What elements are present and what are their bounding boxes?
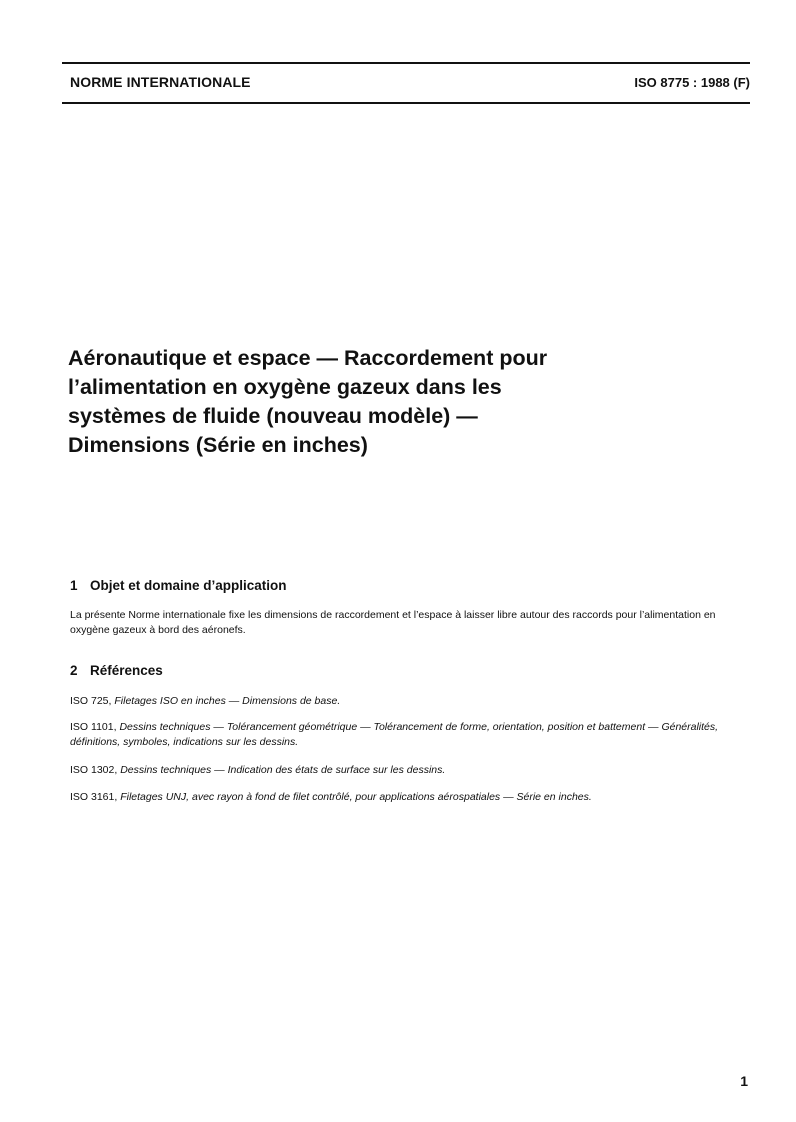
title-line: Aéronautique et espace — Raccordement pour bbox=[68, 346, 548, 370]
title-line: l’alimentation en oxygène gazeux dans les bbox=[68, 375, 502, 399]
section-heading-references bbox=[70, 663, 163, 678]
reference-title: Filetages ISO en inches — Dimensions de base. bbox=[114, 695, 341, 707]
reference-code: ISO 725, bbox=[70, 695, 112, 707]
header-bottom-rule bbox=[62, 102, 750, 104]
reference-item bbox=[70, 694, 750, 709]
reference-title: Dessins techniques — Indication des états de surface sur les dessins. bbox=[120, 764, 446, 776]
standard-reference: ISO 8775 : 1988 (F) bbox=[634, 75, 750, 90]
reference-title: Filetages UNJ, avec rayon à fond de filet contrôlé, pour applications aérospatiales — Série en inches. bbox=[120, 791, 592, 803]
title-line: systèmes de fluide (nouveau modèle) — bbox=[68, 404, 478, 428]
section-heading-scope bbox=[70, 578, 287, 593]
document-title bbox=[68, 344, 708, 460]
section-number: 1 bbox=[70, 578, 78, 593]
document-type-label: NORME INTERNATIONALE bbox=[70, 74, 251, 90]
title-line: Dimensions (Série en inches) bbox=[68, 433, 368, 457]
section-title: Références bbox=[90, 663, 163, 678]
section-number: 2 bbox=[70, 663, 78, 678]
header-top-rule bbox=[62, 62, 750, 64]
page-number: 1 bbox=[740, 1073, 748, 1089]
reference-code: ISO 1101, bbox=[70, 721, 117, 733]
reference-item bbox=[70, 790, 750, 805]
reference-code: ISO 3161, bbox=[70, 791, 118, 803]
section-title: Objet et domaine d’application bbox=[90, 578, 287, 593]
reference-title: Dessins techniques — Tolérancement géométrique — Tolérancement de forme, orientation, position et battement — Généralités, définitions, symboles, indications sur les dessins. bbox=[70, 721, 719, 748]
reference-item bbox=[70, 763, 750, 778]
reference-code: ISO 1302, bbox=[70, 764, 118, 776]
scope-paragraph: La présente Norme internationale fixe les dimensions de raccordement et l’espace à laisser libre autour des raccords pour l’alimentation en oxygène gazeux à bord des aéronefs. bbox=[70, 609, 716, 636]
reference-item bbox=[70, 720, 750, 750]
